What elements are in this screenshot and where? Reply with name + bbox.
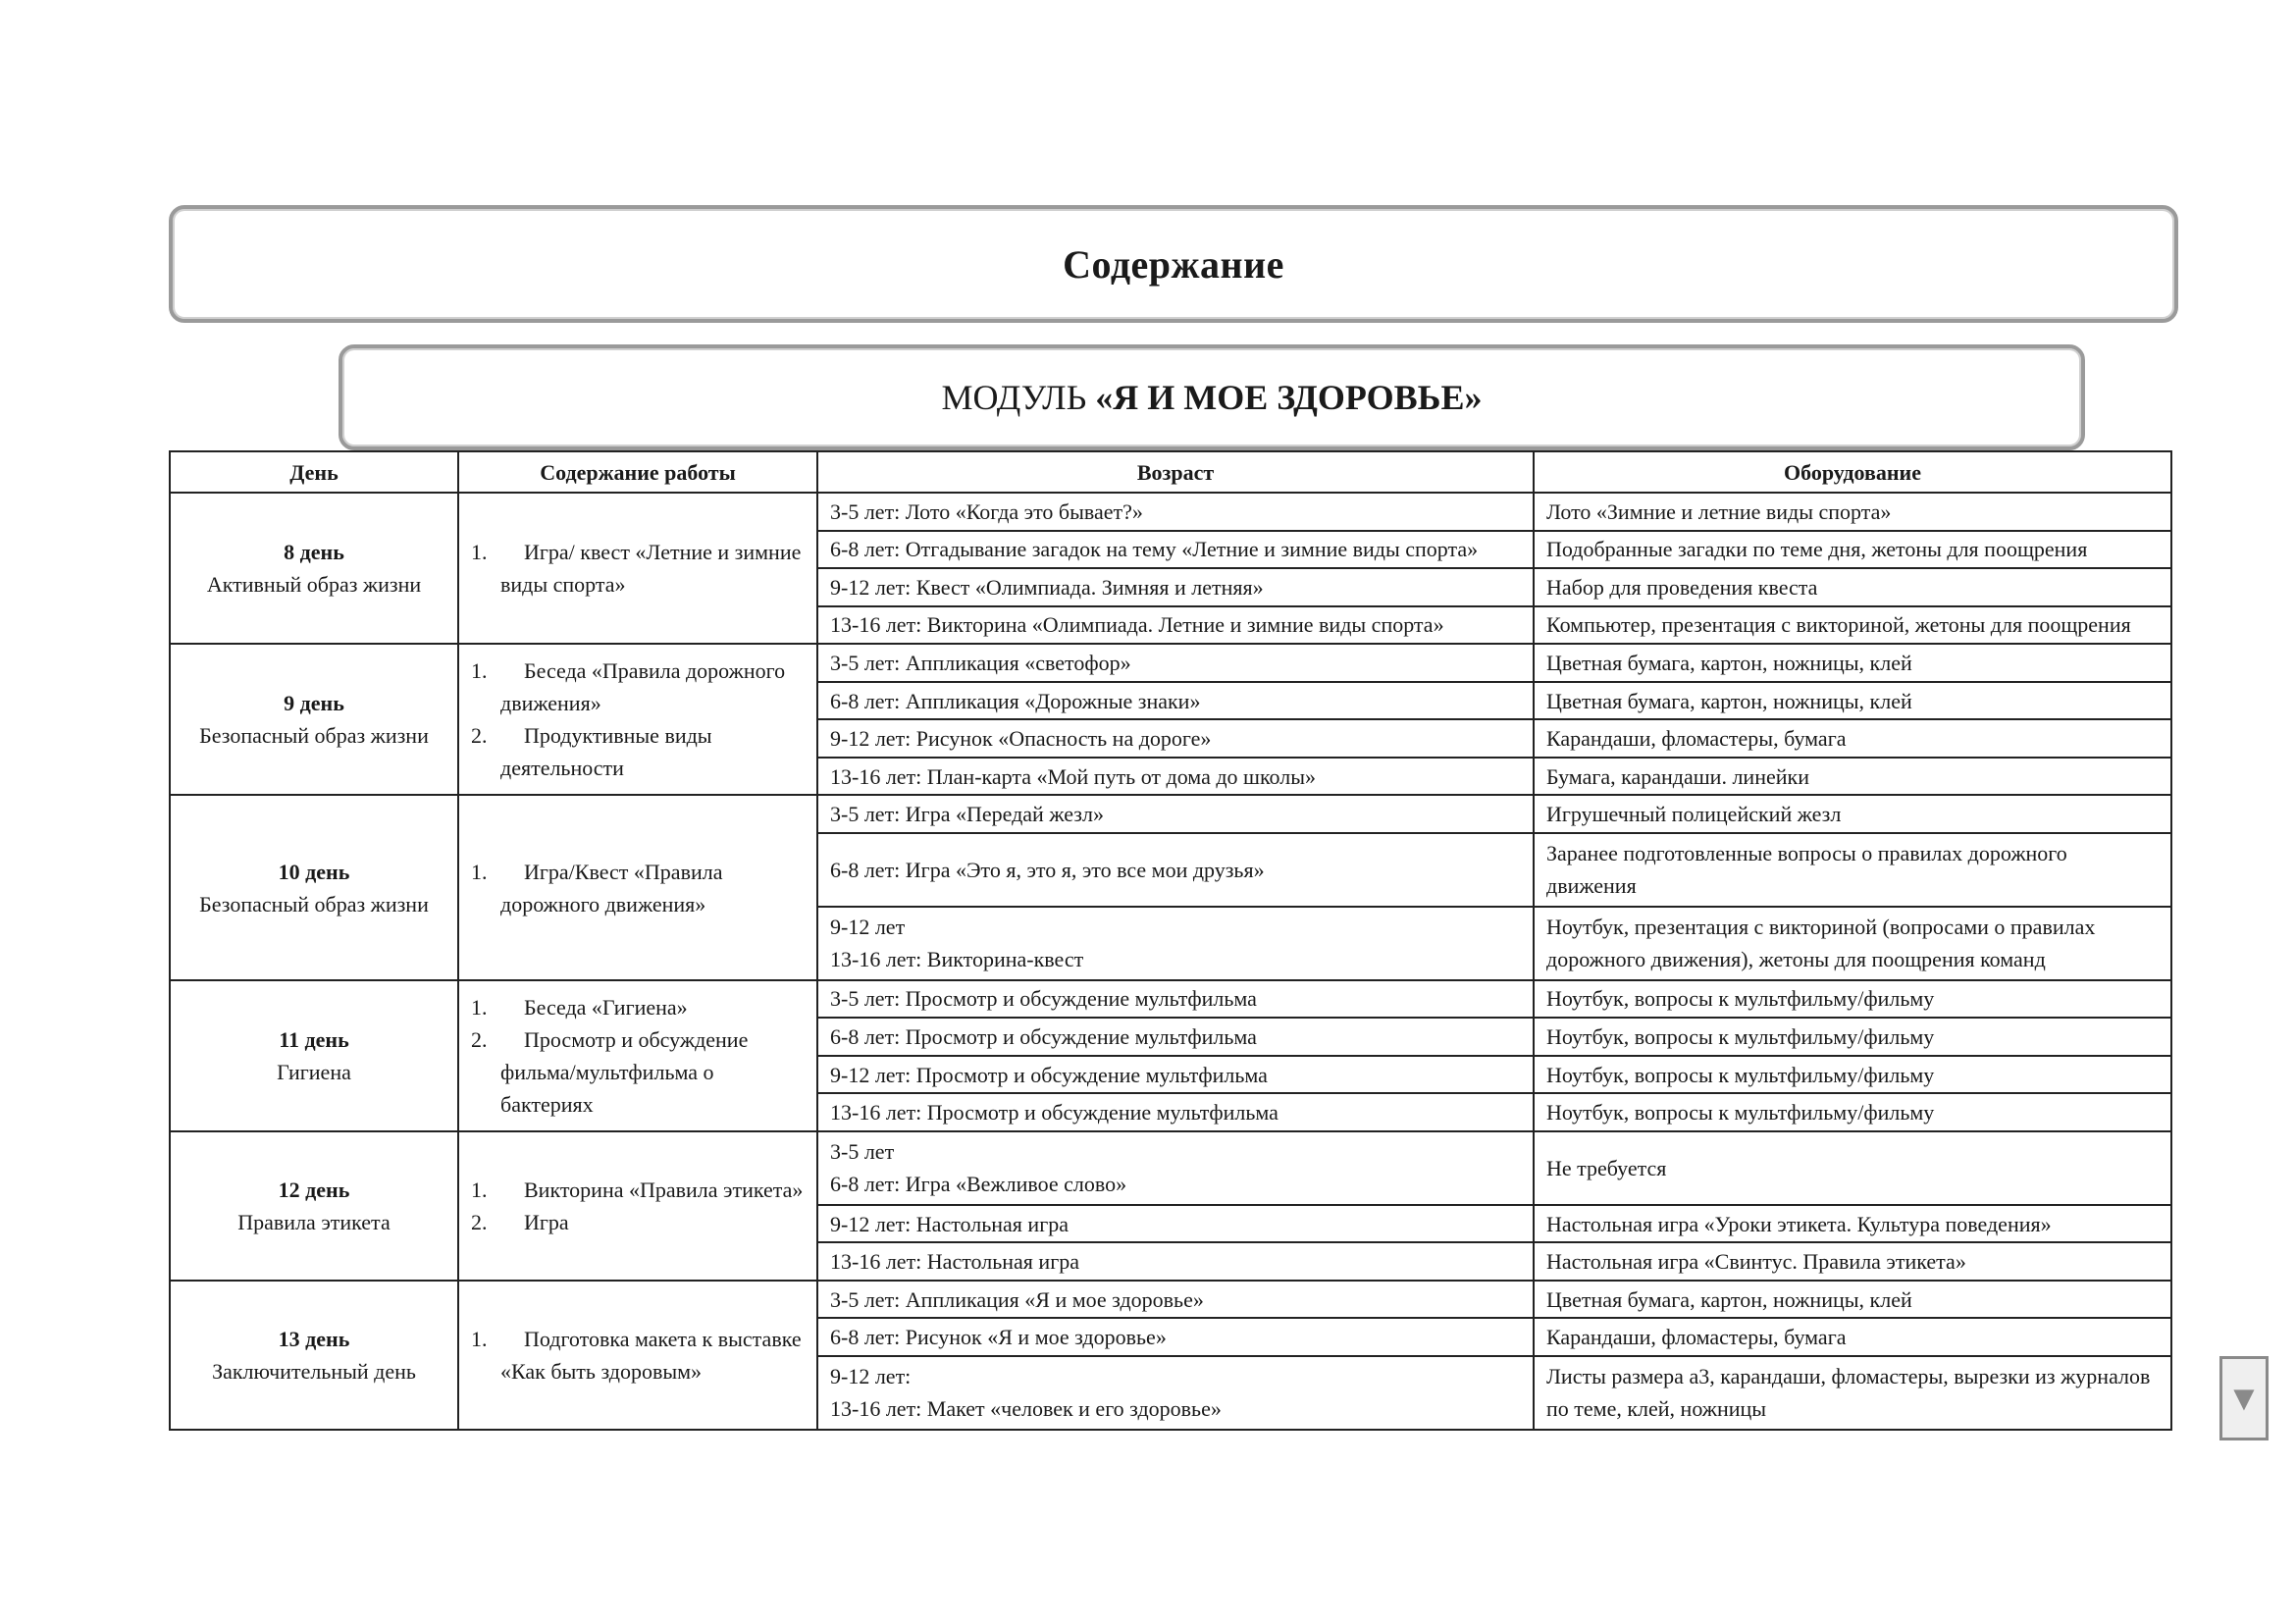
table-header-row [170, 451, 2171, 493]
work-item [471, 536, 805, 601]
age-cell [817, 1131, 1534, 1205]
age-cell [817, 1242, 1534, 1281]
equipment-cell: Игрушечный полицейский жезл [1534, 795, 2171, 833]
age-activity: 6-8 лет: Игра «Это я, это я, это все мои друзья» [830, 857, 1265, 882]
day-number: 12 день [278, 1177, 350, 1202]
equipment-cell: Заранее подготовленные вопросы о правилах дорожного движения [1534, 833, 2171, 907]
age-cell [817, 758, 1534, 796]
age-activity: 6-8 лет: Просмотр и обсуждение мультфильма [830, 1024, 1257, 1050]
work-item-number: 1. [471, 859, 488, 884]
day-number: 8 день [284, 540, 344, 565]
equipment-cell: Бумага, карандаши. линейки [1534, 758, 2171, 796]
age-activity: 6-8 лет: Аппликация «Дорожные знаки» [830, 688, 1201, 713]
table-row [170, 644, 2171, 682]
triangle-down-icon: ▼ [2226, 1379, 2262, 1418]
header-day: День [170, 451, 458, 493]
age-cell [817, 568, 1534, 606]
age-cell [817, 606, 1534, 645]
work-item [471, 1206, 805, 1238]
age-cell [817, 833, 1534, 907]
work-item-text: Игра/Квест «Правила дорожного движения» [500, 859, 723, 916]
equipment-cell: Цветная бумага, картон, ножницы, клей [1534, 644, 2171, 682]
age-cell [817, 719, 1534, 758]
day-theme: Заключительный день [212, 1358, 416, 1384]
work-item [471, 719, 805, 784]
equipment-cell: Ноутбук, вопросы к мультфильму/фильму [1534, 1018, 2171, 1056]
age-cell [817, 644, 1534, 682]
equipment-cell: Ноутбук, вопросы к мультфильму/фильму [1534, 1056, 2171, 1094]
work-item-number: 1. [471, 540, 488, 565]
work-cell [458, 493, 817, 644]
age-activity: 9-12 лет: Просмотр и обсуждение мультфильма [830, 1062, 1268, 1087]
day-cell [170, 644, 458, 795]
age-activity: 3-5 лет: Аппликация «светофор» [830, 650, 1131, 675]
age-activity: 9-12 лет: [830, 1364, 912, 1389]
equipment-cell: Карандаши, фломастеры, бумага [1534, 719, 2171, 758]
age-cell [817, 795, 1534, 833]
age-cell [817, 531, 1534, 569]
equipment-cell: Лото «Зимние и летние виды спорта» [1534, 493, 2171, 531]
work-item-text: Подготовка макета к выставке «Как быть здоровым» [500, 1326, 802, 1384]
schedule-table [169, 450, 2172, 1431]
age-cell [817, 1356, 1534, 1430]
age-cell [817, 493, 1534, 531]
header-age: Возраст [817, 451, 1534, 493]
work-cell [458, 980, 817, 1131]
age-cell [817, 1318, 1534, 1356]
work-list [471, 1174, 805, 1238]
age-activity: 13-16 лет: Настольная игра [830, 1249, 1079, 1275]
age-activity: 13-16 лет: Макет «человек и его здоровье» [830, 1396, 1222, 1422]
day-cell [170, 980, 458, 1131]
header-equipment: Оборудование [1534, 451, 2171, 493]
equipment-cell: Цветная бумага, картон, ножницы, клей [1534, 1281, 2171, 1319]
age-cell [817, 682, 1534, 720]
work-item [471, 1323, 805, 1387]
equipment-cell: Ноутбук, вопросы к мультфильму/фильму [1534, 980, 2171, 1019]
work-item-number: 1. [471, 1326, 488, 1351]
equipment-cell: Набор для проведения квеста [1534, 568, 2171, 606]
age-activity: 13-16 лет: Викторина-квест [830, 947, 1084, 972]
work-item-text: Беседа «Гигиена» [524, 994, 688, 1020]
work-list [471, 856, 805, 920]
work-item-number: 1. [471, 658, 488, 684]
equipment-cell: Цветная бумага, картон, ножницы, клей [1534, 682, 2171, 720]
age-activity: 13-16 лет: Просмотр и обсуждение мультфильма [830, 1100, 1278, 1126]
equipment-cell: Настольная игра «Уроки этикета. Культура поведения» [1534, 1205, 2171, 1243]
age-activity: 3-5 лет: Аппликация «Я и мое здоровье» [830, 1286, 1204, 1312]
work-item [471, 991, 805, 1023]
day-cell [170, 1131, 458, 1281]
work-cell [458, 795, 817, 979]
day-number: 11 день [279, 1026, 349, 1052]
module-name: «Я И МОЕ ЗДОРОВЬЕ» [1095, 378, 1483, 417]
work-item-text: Игра/ квест «Летние и зимние виды спорта» [500, 540, 802, 598]
work-item-number: 2. [471, 1026, 488, 1052]
age-activity: 6-8 лет: Игра «Вежливое слово» [830, 1172, 1127, 1197]
age-cell [817, 980, 1534, 1019]
equipment-cell: Не требуется [1534, 1131, 2171, 1205]
table-row [170, 1131, 2171, 1205]
work-list [471, 654, 805, 784]
equipment-cell: Карандаши, фломастеры, бумага [1534, 1318, 2171, 1356]
work-list [471, 1323, 805, 1387]
age-activity: 3-5 лет: Игра «Передай жезл» [830, 802, 1104, 827]
work-cell [458, 644, 817, 795]
work-item-text: Беседа «Правила дорожного движения» [500, 658, 786, 716]
day-number: 10 день [278, 859, 350, 884]
age-activity: 3-5 лет: Просмотр и обсуждение мультфильма [830, 986, 1257, 1012]
age-activity: 3-5 лет [830, 1139, 895, 1165]
work-item [471, 1023, 805, 1121]
equipment-cell: Листы размера а3, карандаши, фломастеры, вырезки из журналов по теме, клей, ножницы [1534, 1356, 2171, 1430]
scroll-down-button[interactable] [2219, 1356, 2269, 1440]
equipment-cell: Подобранные загадки по теме дня, жетоны для поощрения [1534, 531, 2171, 569]
day-theme: Гигиена [277, 1059, 351, 1084]
age-cell [817, 1093, 1534, 1131]
age-activity: 3-5 лет: Лото «Когда это бывает?» [830, 498, 1143, 524]
work-item-number: 1. [471, 1177, 488, 1202]
module-banner [339, 344, 2085, 450]
day-cell [170, 493, 458, 644]
age-activity: 6-8 лет: Рисунок «Я и мое здоровье» [830, 1325, 1167, 1350]
work-item-text: Викторина «Правила этикета» [524, 1177, 804, 1202]
day-cell [170, 1281, 458, 1430]
table-row [170, 1281, 2171, 1319]
age-cell [817, 1205, 1534, 1243]
age-activity: 9-12 лет: Квест «Олимпиада. Зимняя и летняя» [830, 574, 1264, 600]
equipment-cell: Компьютер, презентация с викториной, жетоны для поощрения [1534, 606, 2171, 645]
work-item-text: Просмотр и обсуждение фильма/мультфильма о бактериях [500, 1026, 749, 1117]
age-activity: 9-12 лет: Настольная игра [830, 1211, 1069, 1236]
equipment-cell: Настольная игра «Свинтус. Правила этикета» [1534, 1242, 2171, 1281]
page-title: Содержание [1063, 241, 1284, 287]
age-cell [817, 1018, 1534, 1056]
work-item-number: 1. [471, 994, 488, 1020]
work-item [471, 654, 805, 719]
schedule-body [170, 493, 2171, 1430]
age-activity: 13-16 лет: Викторина «Олимпиада. Летние и зимние виды спорта» [830, 612, 1444, 638]
table-row [170, 980, 2171, 1019]
work-list [471, 536, 805, 601]
work-item-text: Игра [524, 1209, 569, 1234]
work-item [471, 1174, 805, 1206]
day-theme: Активный образ жизни [206, 572, 422, 598]
age-cell [817, 1056, 1534, 1094]
work-cell [458, 1281, 817, 1430]
work-item-number: 2. [471, 723, 488, 749]
day-theme: Правила этикета [237, 1209, 391, 1234]
work-cell [458, 1131, 817, 1281]
module-prefix: МОДУЛЬ [941, 378, 1096, 417]
age-activity: 9-12 лет [830, 915, 906, 940]
equipment-cell: Ноутбук, презентация с викториной (вопросами о правилах дорожного движения), жетоны для поощрения команд [1534, 907, 2171, 980]
equipment-cell: Ноутбук, вопросы к мультфильму/фильму [1534, 1093, 2171, 1131]
table-row [170, 493, 2171, 531]
age-cell [817, 1281, 1534, 1319]
age-activity: 6-8 лет: Отгадывание загадок на тему «Летние и зимние виды спорта» [830, 537, 1479, 562]
contents-banner [169, 205, 2178, 323]
day-theme: Безопасный образ жизни [199, 723, 429, 749]
day-number: 13 день [278, 1326, 350, 1351]
day-cell [170, 795, 458, 979]
module-title [942, 377, 1483, 418]
work-list [471, 991, 805, 1121]
age-activity: 9-12 лет: Рисунок «Опасность на дороге» [830, 726, 1212, 752]
day-number: 9 день [284, 691, 344, 716]
work-item [471, 856, 805, 920]
work-item-number: 2. [471, 1209, 488, 1234]
table-row [170, 795, 2171, 833]
day-theme: Безопасный образ жизни [199, 891, 429, 916]
work-item-text: Продуктивные виды деятельности [500, 723, 712, 781]
header-work: Содержание работы [458, 451, 817, 493]
age-activity: 13-16 лет: План-карта «Мой путь от дома до школы» [830, 763, 1317, 789]
age-cell [817, 907, 1534, 980]
